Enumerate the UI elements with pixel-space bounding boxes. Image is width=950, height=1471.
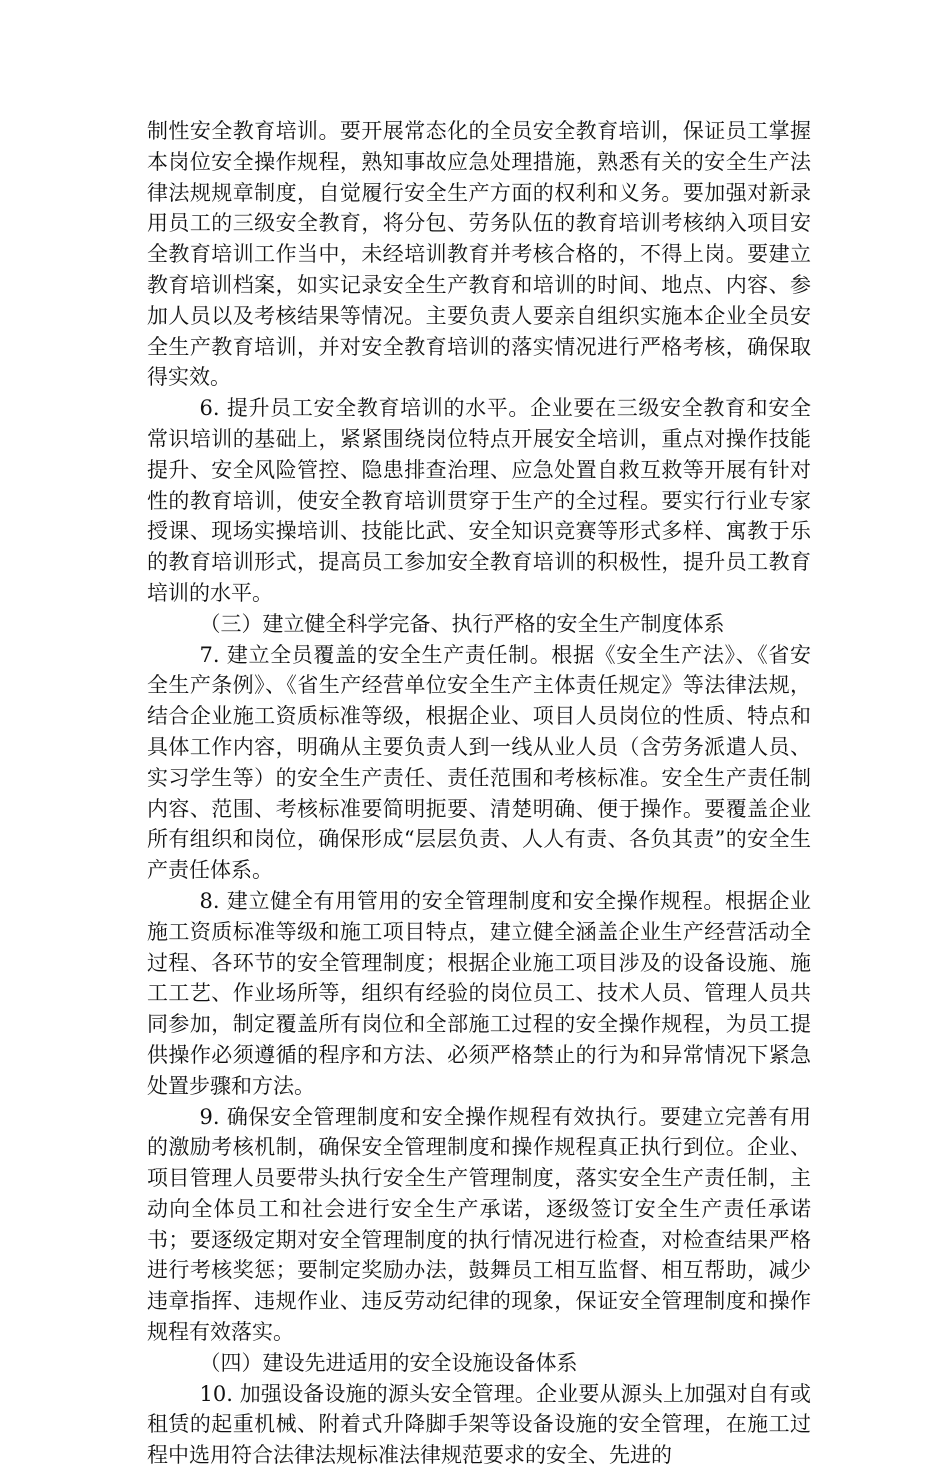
- paragraph-item-8: 8. 建立健全有用管用的安全管理制度和安全操作规程。根据企业施工资质标准等级和施工项目特点，建立健全涵盖企业生产经营活动全过程、各环节的安全管理制度；根据企业施工项目涉及的设备设施、施工工艺、作业场所等，组织有经验的岗位员工、技术人员、管理人员共同参加，制定覆盖所有岗位和全部施工过程的安全操作规程，为员工提供操作必须遵循的程序和方法、必须严格禁止的行为和异常情况下紧急处置步骤和方法。: [147, 888, 811, 1098]
- paragraph-item-7: 7. 建立全员覆盖的安全生产责任制。根据《安全生产法》、《省安全生产条例》、《省生产经营单位安全生产主体责任规定》等法律法规，结合企业施工资质标准等级，根据企业、项目人员岗位的性质、特点和具体工作内容，明确从主要负责人到一线从业人员（含劳务派遣人员、实习学生等）的安全生产责任、责任范围和考核标准。安全生产责任制内容、范围、考核标准要简明扼要、清楚明确、便于操作。要覆盖企业所有组织和岗位，确保形成“层层负责、人人有责、各负其责”的安全生产责任体系。: [147, 642, 811, 883]
- document-page: [147, 116, 811, 1471]
- section-heading-4: （四）建设先进适用的安全设施设备体系: [199, 1350, 578, 1375]
- paragraph-continuation: 制性安全教育培训。要开展常态化的全员安全教育培训，保证员工掌握本岗位安全操作规程，熟知事故应急处理措施，熟悉有关的安全生产法律法规规章制度，自觉履行安全生产方面的权利和义务。要加强对新录用员工的三级安全教育，将分包、劳务队伍的教育培训考核纳入项目安全教育培训工作当中，未经培训教育并考核合格的，不得上岗。要建立教育培训档案，如实记录安全生产教育和培训的时间、地点、内容、参加人员以及考核结果等情况。主要负责人要亲自组织实施本企业全员安全生产教育培训，并对安全教育培训的落实情况进行严格考核，确保取得实效。: [147, 119, 811, 390]
- paragraph-item-10: 10. 加强设备设施的源头安全管理。企业要从源头上加强对自有或租赁的起重机械、附着式升降脚手架等设备设施的安全管理，在施工过程中选用符合法律法规标准法律规范要求的安全、先进的: [147, 1381, 811, 1468]
- paragraph-item-9: 9. 确保安全管理制度和安全操作规程有效执行。要建立完善有用的激励考核机制，确保安全管理制度和操作规程真正执行到位。企业、项目管理人员要带头执行安全生产管理制度，落实安全生产责任制，主动向全体员工和社会进行安全生产承诺，逐级签订安全生产责任承诺书；要逐级定期对安全管理制度的执行情况进行检查，对检查结果严格进行考核奖惩；要制定奖励办法，鼓舞员工相互监督、相互帮助，减少违章指挥、违规作业、违反劳动纪律的现象，保证安全管理制度和操作规程有效落实。: [147, 1104, 811, 1345]
- section-heading-3: （三）建立健全科学完备、执行严格的安全生产制度体系: [199, 611, 725, 636]
- paragraph-item-6: 6. 提升员工安全教育培训的水平。企业要在三级安全教育和安全常识培训的基础上，紧紧围绕岗位特点开展安全培训，重点对操作技能提升、安全风险管控、隐患排查治理、应急处置自救互救等开展有针对性的教育培训，使安全教育培训贯穿于生产的全过程。要实行行业专家授课、现场实操培训、技能比武、安全知识竞赛等形式多样、寓教于乐的教育培训形式，提高员工参加安全教育培训的积极性，提升员工教育培训的水平。: [147, 396, 811, 605]
